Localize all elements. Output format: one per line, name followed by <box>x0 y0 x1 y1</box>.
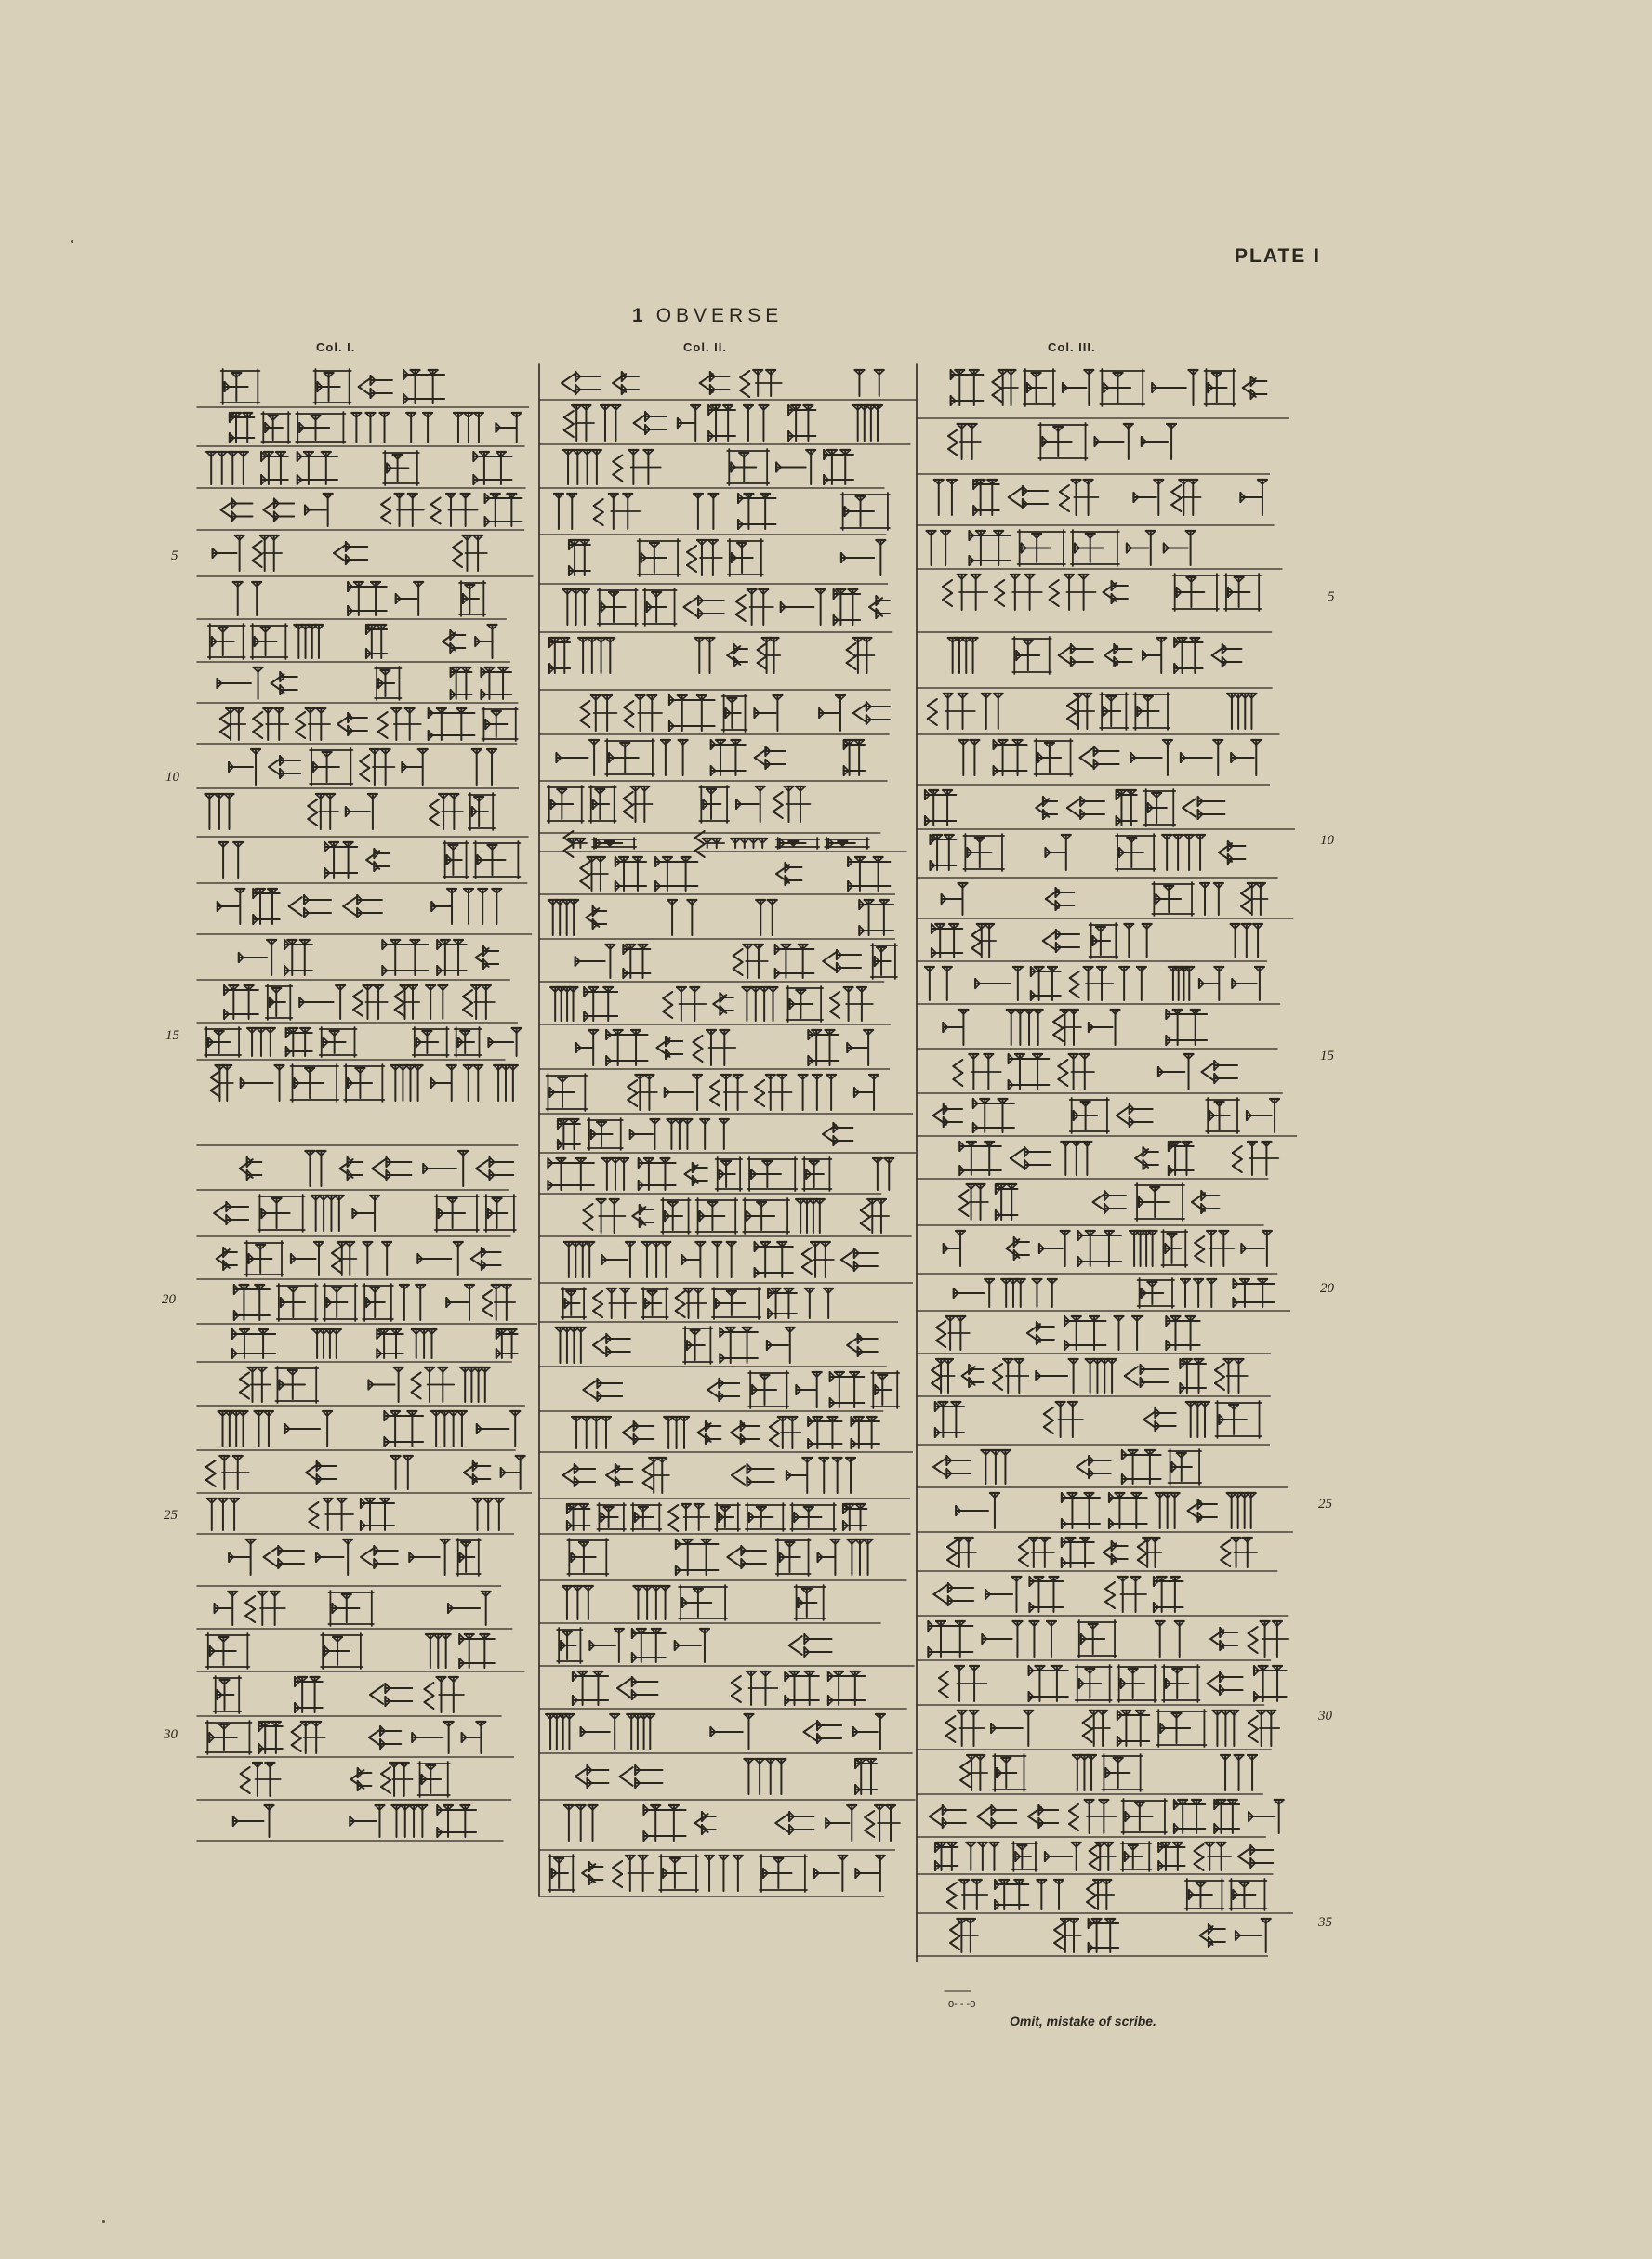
line-number: 5 <box>171 548 178 563</box>
line-number: 35 <box>1318 1915 1332 1930</box>
footnote-text: Omit, mistake of scribe. <box>1010 2014 1156 2028</box>
column-heading-3: Col. III. <box>1048 340 1096 354</box>
line-number: 5 <box>1328 589 1335 604</box>
column-heading-1: Col. I. <box>316 340 356 354</box>
line-number: 20 <box>162 1292 176 1307</box>
line-number: 15 <box>1320 1049 1334 1063</box>
line-number: 10 <box>1320 833 1334 848</box>
line-number: 30 <box>164 1727 178 1742</box>
line-number: 20 <box>1320 1281 1334 1296</box>
column-heading-2: Col. II. <box>683 340 727 354</box>
line-number: 15 <box>165 1028 179 1043</box>
line-number: 25 <box>1318 1497 1332 1512</box>
section-title: OBVERSE <box>655 305 784 326</box>
plate-label: PLATE I <box>1235 245 1321 267</box>
line-number: 10 <box>165 770 179 785</box>
line-number: 25 <box>164 1508 178 1523</box>
paper-speck <box>102 2220 105 2223</box>
section-number: 1 <box>632 305 643 326</box>
paper-speck <box>71 240 73 243</box>
line-number: 30 <box>1318 1709 1332 1724</box>
footnote-marker: o- - -o <box>948 1999 976 2010</box>
